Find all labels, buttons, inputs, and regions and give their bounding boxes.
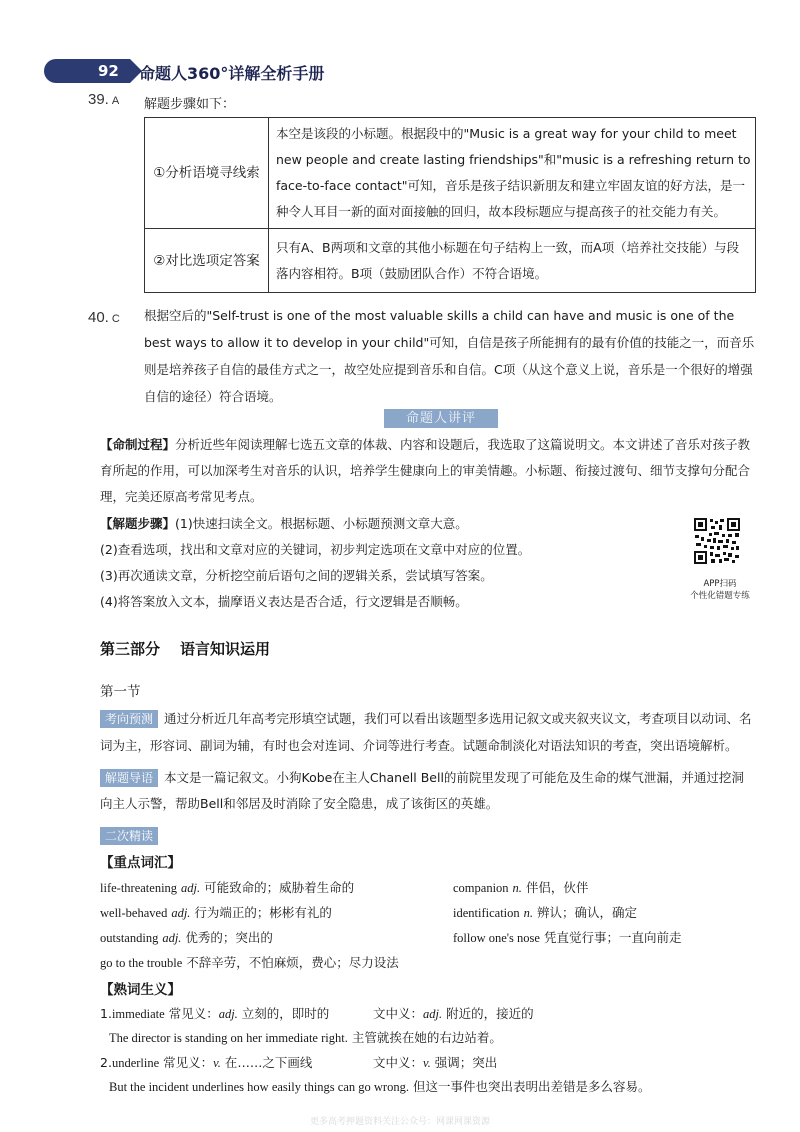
vocab-item: identification n. 辨认；确认，确定	[453, 905, 638, 920]
q39-number: 39. A	[88, 91, 120, 108]
vocab-item: go to the trouble 不辞辛劳，不怕麻烦，费心；尽力设法	[100, 955, 399, 970]
step-3: (3)再次通读文章，分析挖空前后语句之间的逻辑关系，尝试填写答案。	[100, 568, 493, 583]
step2-text: 只有A、B两项和文章的其他小标题在句子结构上一致，而A项（培养社交技能）与段落内容相符。B项（鼓励团队合作）不符合语境。	[269, 229, 756, 293]
q40-number: 40. C	[88, 309, 120, 326]
familiar-label: 【熟词生义】	[100, 982, 181, 998]
vocab-item: companion n. 伴侣，伙伴	[453, 880, 589, 895]
footer-watermark: 更多高考押题资料关注公众号：网课网课资源	[309, 1117, 490, 1127]
page-number: 92	[98, 62, 119, 80]
steps-label: 【解题步骤】	[100, 516, 176, 531]
key-words-label: 【重点词汇】	[100, 855, 181, 871]
vocab-item: outstanding adj. 优秀的；突出的	[100, 930, 273, 945]
trend-paragraph	[100, 705, 756, 759]
commentary-badge: 命题人讲评	[384, 409, 498, 428]
q39-intro: 解题步骤如下：	[144, 97, 236, 112]
step-1: (1)快速扫读全文。根据标题、小标题预测文章大意。	[175, 516, 468, 531]
familiar-item-1: 1.immediate 常见义：adj. 立刻的，即时的	[100, 1006, 330, 1021]
step-2: (2)查看选项，找出和文章对应的关键词，初步判定选项在文章中对应的位置。	[100, 542, 531, 557]
familiar-example-1: The director is standing on her immediate right. 主管就挨在她的右边站着。	[109, 1030, 502, 1045]
familiar-item-2: 2.underline 常见义：v. 在……之下画线	[100, 1055, 313, 1070]
vocab-item: life-threatening adj. 可能致命的；威胁着生命的	[100, 880, 355, 895]
book-title: 命题人360°详解全析手册	[139, 64, 325, 83]
process-text: 分析近些年阅读理解七选五文章的体裁、内容和设题后，我选取了这篇说明文。本文讲述了音乐对孩子教育所起的作用，可以加深考生对音乐的认识，培养学生健康向上的审美情趣。小标题、衔接过渡句、细节支撑句分配合理，完美还原高考常见考点。	[100, 437, 751, 504]
trend-badge: 考向预测	[100, 710, 158, 728]
guide-text: 本文是一篇记叙文。小狗Kobe在主人Chanell Bell的前院里发现了可能危及生命的煤气泄漏，并通过挖洞向主人示警，帮助Bell和邻居及时消除了安全隐患，成了该街区的英雄。	[100, 770, 744, 811]
section-heading: 第一节	[100, 684, 141, 700]
vocab-item: follow one's nose 凭直觉行事；一直向前走	[453, 930, 682, 945]
part3-title: 第三部分 语言知识运用	[100, 640, 271, 658]
steps-block	[100, 511, 660, 615]
qr-code-icon[interactable]	[693, 517, 741, 565]
familiar-context-1: 文中义：adj. 附近的，接近的	[373, 1006, 534, 1021]
reread-badge: 二次精读	[100, 827, 158, 845]
q40-explanation: 根据空后的"Self-trust is one of the most valuable skills a child can have and music is one of the best ways to allow it to develop in your child"可知，自信是孩子所能拥有的最有价值的技能之一，而音乐则是培养孩子自信的最佳方式之一，故空处应提到音乐和自信。C项（从这个意义上说，音乐是一个很好的增强自信的途径）符合语境。	[144, 308, 755, 404]
reread-badge-wrap	[100, 827, 164, 845]
process-label: 【命制过程】	[100, 437, 176, 452]
q39-steps-table	[144, 117, 756, 293]
vocab-item: well-behaved adj. 行为端正的；彬彬有礼的	[100, 905, 332, 920]
guide-badge: 解题导语	[100, 769, 158, 787]
qr-caption: APP扫码 个性化错题专练	[690, 579, 750, 601]
familiar-example-2: But the incident underlines how easily things can go wrong. 但这一事件也突出表明出差错是多么容易。	[109, 1079, 651, 1094]
guide-paragraph	[100, 765, 756, 817]
familiar-context-2: 文中义：v. 强调；突出	[373, 1055, 498, 1070]
trend-text: 通过分析近几年高考完形填空试题，我们可以看出该题型多选用记叙文或夹叙夹议文，考查项目以动词、名词为主，形容词、副词为辅，有时也会对连词、介词等进行考查。试题命制淡化对语法知识的考查，突出语境解析。	[100, 711, 752, 753]
step2-label: ②对比选项定答案	[145, 229, 269, 293]
step1-label: ①分析语境寻线索	[145, 118, 269, 229]
step1-text: 本空是该段的小标题。根据段中的"Music is a great way for your child to meet new people and create lasting friendships"和"music is a refreshing return to face-to-face contact"可知，音乐是孩子结识新朋友和建立牢固友谊的好方法，是一种令人耳目一新的面对面接触的回归，故本段标题应与提高孩子的社交能力有关。	[269, 118, 756, 229]
process-paragraph	[100, 432, 756, 510]
step-4: (4)将答案放入文本，揣摩语义表达是否合适，行文逻辑是否顺畅。	[100, 594, 468, 609]
